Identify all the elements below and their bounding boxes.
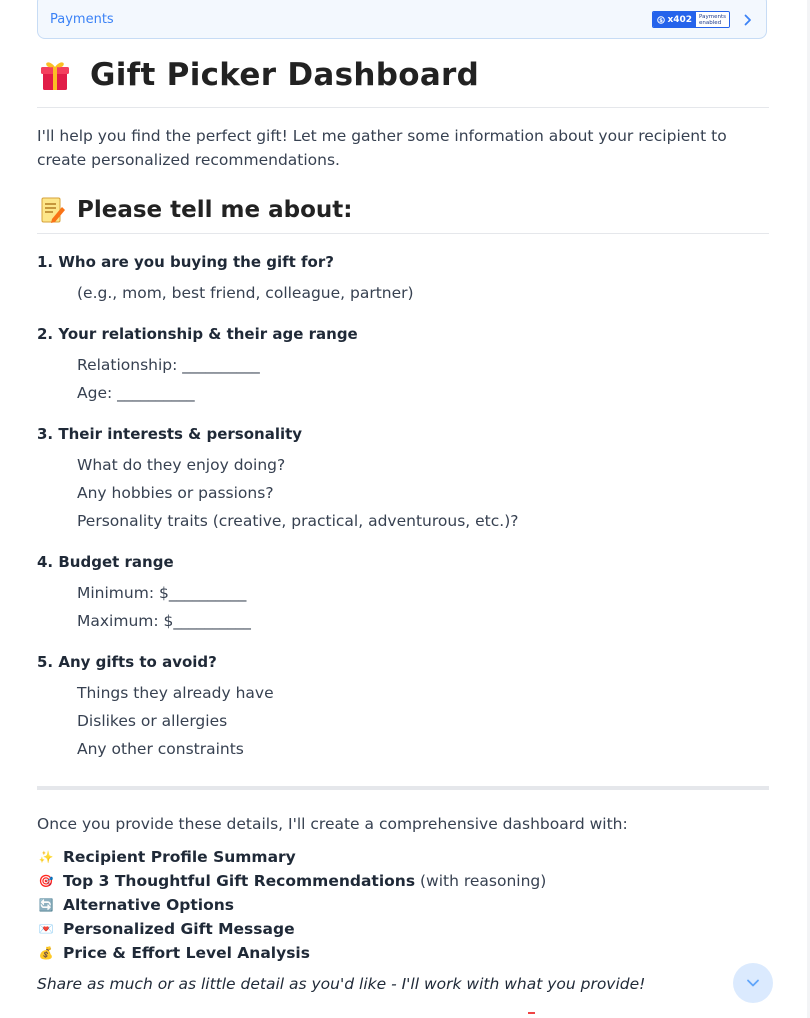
payments-banner[interactable]: [37, 0, 767, 39]
intro-text: I'll help you find the perfect gift! Let me gather some information about your recipient to create personalized recommendations.: [37, 127, 727, 169]
x402-brand-text: x402: [667, 14, 693, 25]
x402-badge-text-2: enabled: [699, 19, 722, 26]
x402-badge-caption: [696, 12, 729, 27]
sparkles-icon: ✨: [38, 850, 54, 864]
feature-item: [37, 872, 546, 890]
feature-title: Recipient Profile Summary: [63, 848, 296, 866]
feature-item: [37, 944, 310, 962]
heart-letter-icon: 💌: [38, 922, 54, 936]
question-1: 1. Who are you buying the gift for?: [37, 253, 334, 271]
page-title-text: Gift Picker Dashboard: [90, 57, 480, 93]
refresh-icon: 🔄: [38, 898, 54, 912]
question-4-item: Minimum: $__________: [77, 584, 247, 602]
question-3: 3. Their interests & personality: [37, 425, 303, 443]
chevron-down-icon: [746, 978, 760, 988]
cursor-marker: [528, 1012, 535, 1014]
feature-title: Top 3 Thoughtful Gift Recommendations: [63, 872, 416, 890]
page-title: [40, 57, 479, 93]
feature-item: [37, 920, 295, 938]
question-4-item: Maximum: $__________: [77, 612, 251, 630]
question-3-item: Personality traits (creative, practical, adventurous, etc.)?: [77, 512, 519, 530]
question-2-item: Age: __________: [77, 384, 195, 402]
feature-item: [37, 848, 296, 866]
payments-label: Payments: [50, 12, 114, 27]
question-3-item: Any hobbies or passions?: [77, 484, 274, 502]
question-5-item: Any other constraints: [77, 740, 244, 758]
chevron-right-icon[interactable]: [744, 14, 752, 26]
target-icon: 🎯: [38, 874, 54, 888]
gift-icon: [40, 59, 70, 91]
closing-note: Share as much or as little detail as you'd like - I'll work with what you provide!: [37, 975, 646, 993]
section-title-text: Please tell me about:: [77, 197, 353, 223]
scroll-to-bottom-button[interactable]: [733, 963, 773, 1003]
feature-title: Personalized Gift Message: [63, 920, 295, 938]
section-divider: [37, 233, 769, 234]
memo-icon: [40, 196, 66, 224]
question-4: 4. Budget range: [37, 553, 174, 571]
feature-title: Alternative Options: [63, 896, 235, 914]
feature-note: (with reasoning): [415, 872, 547, 890]
title-divider: [37, 107, 769, 108]
horizontal-rule: [37, 786, 769, 790]
question-3-item: What do they enjoy doing?: [77, 456, 286, 474]
summary-intro: Once you provide these details, I'll create a comprehensive dashboard with:: [37, 815, 628, 833]
feature-item: [37, 896, 234, 914]
question-2-item: Relationship: __________: [77, 356, 260, 374]
question-5: 5. Any gifts to avoid?: [37, 653, 217, 671]
money-bag-icon: 💰: [38, 946, 54, 960]
x402-badge: [652, 11, 730, 28]
feature-title: Price & Effort Level Analysis: [63, 944, 310, 962]
svg-text:$: $: [659, 17, 664, 24]
x402-badge-text-1: Payments: [699, 13, 726, 20]
dollar-coin-icon: [657, 16, 665, 24]
section-title: [40, 196, 352, 224]
question-1-item: (e.g., mom, best friend, colleague, partner): [77, 284, 414, 302]
question-5-item: Dislikes or allergies: [77, 712, 228, 730]
x402-brand: [653, 12, 696, 27]
question-5-item: Things they already have: [77, 684, 274, 702]
question-2: 2. Your relationship & their age range: [37, 325, 358, 343]
